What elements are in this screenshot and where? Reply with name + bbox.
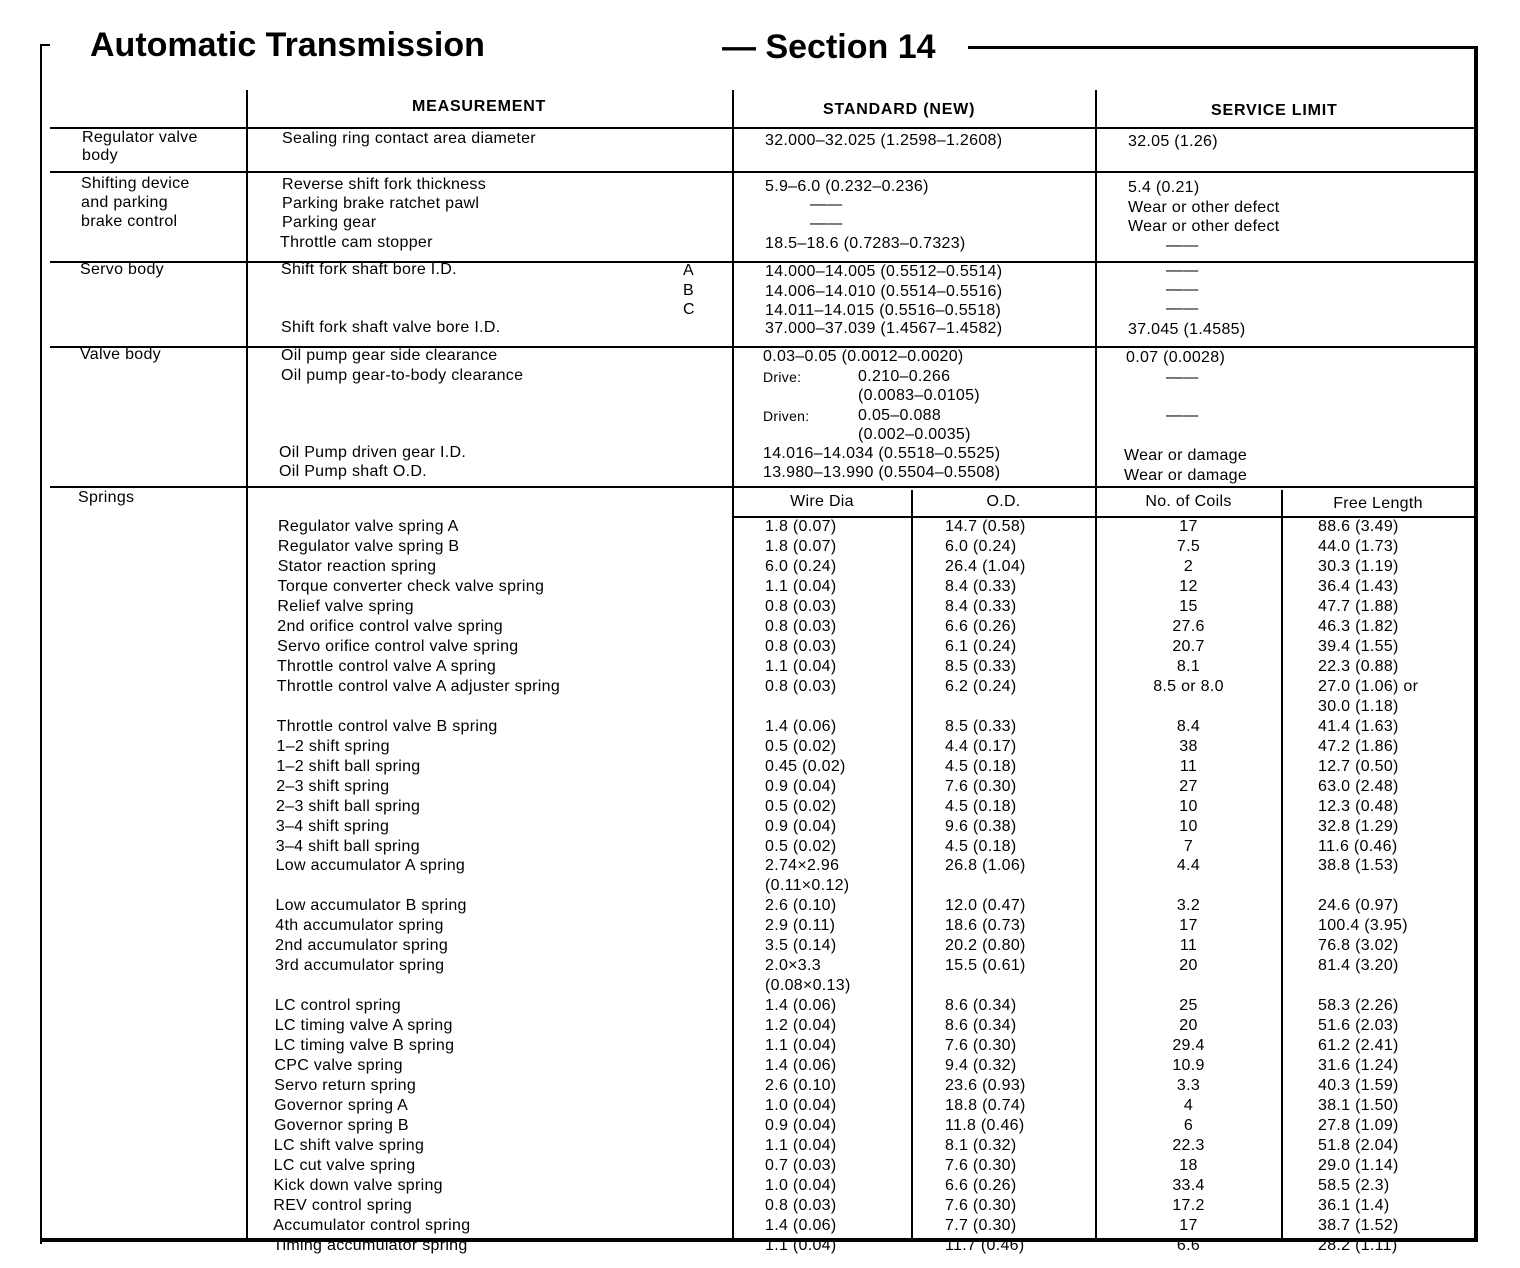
spring-od: 23.6 (0.93) — [945, 1077, 1026, 1095]
spring-coils: 3.2 — [1176, 897, 1201, 915]
spring-wire-dia: 0.7 (0.03) — [765, 1157, 837, 1175]
spring-name: Stator reaction spring — [277, 557, 437, 575]
spring-coils: 3.3 — [1176, 1077, 1201, 1095]
spring-od: 8.4 (0.33) — [945, 597, 1017, 615]
standard-value: 13.980–13.990 (0.5504–0.5508) — [763, 464, 1001, 481]
spring-wire-dia: 0.5 (0.02) — [765, 737, 837, 755]
spring-free-length: 76.8 (3.02) — [1318, 937, 1399, 955]
spring-od: 7.6 (0.30) — [945, 1196, 1017, 1214]
spring-free-length: 31.6 (1.24) — [1318, 1057, 1399, 1075]
spring-name: CPC valve spring — [274, 1057, 403, 1075]
spring-coils: 15 — [1179, 597, 1198, 615]
spring-free-length: 40.3 (1.59) — [1318, 1077, 1399, 1095]
measurement: Sealing ring contact area diameter — [282, 130, 536, 147]
spring-name: 2–3 shift ball spring — [276, 797, 421, 815]
spring-free-length: 27.0 (1.06) or — [1318, 677, 1419, 695]
spring-free-length: 11.6 (0.46) — [1318, 837, 1398, 855]
spring-name: Regulator valve spring A — [278, 518, 459, 535]
spring-od: 20.2 (0.80) — [945, 937, 1026, 955]
standard-value: —— — [810, 196, 843, 213]
drive-label: Drive: — [763, 369, 802, 385]
spring-coils: 20 — [1179, 1017, 1198, 1035]
spring-name: LC timing valve B spring — [274, 1037, 455, 1055]
spring-wire-dia: 1.1 (0.04) — [765, 1037, 837, 1055]
standard-value: 14.000–14.005 (0.5512–0.5514) — [765, 263, 1003, 280]
spring-name: Throttle control valve A spring — [276, 657, 497, 675]
spring-od: 26.8 (1.06) — [945, 857, 1026, 875]
col-header-standard: STANDARD (NEW) — [823, 101, 976, 118]
spring-wire-dia: 0.9 (0.04) — [765, 1117, 837, 1135]
sub-label: C — [683, 301, 695, 318]
spring-od: 7.6 (0.30) — [945, 1157, 1017, 1175]
spring-name: Low accumulator A spring — [275, 857, 466, 875]
spring-wire-dia: 0.9 (0.04) — [765, 817, 837, 835]
row-label: and parking — [81, 194, 168, 211]
limit-value: Wear or damage — [1124, 447, 1248, 464]
spring-name: LC control spring — [274, 997, 401, 1015]
spring-free-length: 51.8 (2.04) — [1318, 1137, 1399, 1155]
spring-od: 8.5 (0.33) — [945, 717, 1017, 735]
spring-od: 8.1 (0.32) — [945, 1137, 1017, 1155]
spring-wire-dia: 2.0×3.3 — [765, 957, 821, 975]
spring-name: 3rd accumulator spring — [275, 957, 445, 975]
spring-name: 1–2 shift spring — [276, 737, 390, 755]
measurement: Parking brake ratchet pawl — [282, 195, 480, 212]
spring-coils: 25 — [1179, 997, 1198, 1015]
spring-od: 11.7 (0.46) — [945, 1236, 1025, 1254]
spring-wire-dia: 0.8 (0.03) — [765, 597, 837, 615]
row-label: Valve body — [80, 346, 161, 363]
spring-od: 6.2 (0.24) — [945, 677, 1017, 695]
spring-wire-dia: 2.6 (0.10) — [765, 897, 837, 915]
standard-value: 0.210–0.266 — [858, 368, 951, 385]
measurement: Oil Pump driven gear I.D. — [279, 444, 467, 461]
spring-coils: 6 — [1183, 1117, 1194, 1135]
spring-wire-dia: 0.8 (0.03) — [765, 617, 837, 635]
limit-value: —— — [1166, 407, 1199, 424]
spring-od: 7.6 (0.30) — [945, 777, 1017, 795]
limit-value: 0.07 (0.0028) — [1126, 349, 1226, 366]
spring-od: 8.6 (0.34) — [945, 1017, 1017, 1035]
col-line-free — [1281, 490, 1283, 1240]
measurement: Oil Pump shaft O.D. — [279, 463, 427, 480]
spring-name: REV control spring — [273, 1196, 413, 1214]
spring-coils: 10 — [1179, 797, 1198, 815]
spring-wire-dia: 1.8 (0.07) — [765, 537, 837, 555]
spring-coils: 4 — [1183, 1097, 1194, 1115]
spring-name: Throttle control valve A adjuster spring — [276, 677, 561, 695]
spring-coils: 11 — [1179, 757, 1198, 775]
spring-wire-dia: 1.4 (0.06) — [765, 717, 837, 735]
frame-right — [1474, 46, 1478, 1242]
limit-value: Wear or damage — [1124, 467, 1248, 484]
spring-wire-dia: 1.1 (0.04) — [765, 1137, 837, 1155]
spring-wire-dia: 1.4 (0.06) — [765, 997, 837, 1015]
col-header-wire-dia: Wire Dia — [790, 493, 854, 510]
spring-od: 7.7 (0.30) — [945, 1216, 1017, 1234]
spring-od: 8.6 (0.34) — [945, 997, 1017, 1015]
spring-od: 6.1 (0.24) — [945, 637, 1017, 655]
spring-name: LC shift valve spring — [273, 1137, 425, 1155]
measurement: Reverse shift fork thickness — [282, 176, 487, 193]
spring-free-length: 24.6 (0.97) — [1318, 897, 1399, 915]
spring-coils: 27.6 — [1172, 617, 1205, 635]
spring-wire-dia: 1.2 (0.04) — [765, 1017, 837, 1035]
limit-value: Wear or other defect — [1128, 218, 1280, 235]
spring-wire-dia: 1.0 (0.04) — [765, 1177, 837, 1194]
spring-free-length: 51.6 (2.03) — [1318, 1017, 1399, 1035]
spring-name: LC cut valve spring — [273, 1157, 416, 1175]
spring-name: Timing accumulator spring — [273, 1236, 468, 1254]
standard-value: 5.9–6.0 (0.232–0.236) — [765, 178, 929, 195]
limit-value: —— — [1166, 262, 1199, 279]
spring-od: 4.5 (0.18) — [945, 797, 1017, 815]
standard-value: 32.000–32.025 (1.2598–1.2608) — [765, 132, 1003, 149]
spring-free-length: 41.4 (1.63) — [1318, 717, 1399, 735]
spring-od: 4.5 (0.18) — [945, 837, 1017, 855]
standard-value: 18.5–18.6 (0.7283–0.7323) — [765, 235, 966, 252]
spring-coils: 7.5 — [1176, 537, 1201, 555]
spring-wire-dia: 1.4 (0.06) — [765, 1216, 837, 1234]
spring-od: 11.8 (0.46) — [945, 1117, 1025, 1135]
spring-coils: 22.3 — [1172, 1137, 1205, 1155]
spring-name: Regulator valve spring B — [277, 537, 460, 555]
spring-od: 14.7 (0.58) — [945, 518, 1026, 535]
standard-value: 14.011–14.015 (0.5516–0.5518) — [765, 302, 1002, 319]
standard-value: 14.006–14.010 (0.5514–0.5516) — [765, 283, 1003, 300]
spring-name: Low accumulator B spring — [275, 897, 467, 915]
spring-coils: 7 — [1183, 837, 1194, 855]
spring-free-length: 28.2 (1.11) — [1318, 1236, 1398, 1254]
spring-wire-dia: 0.5 (0.02) — [765, 797, 837, 815]
spring-name: 2–3 shift spring — [276, 777, 390, 795]
spring-name: Servo orifice control valve spring — [277, 637, 519, 655]
spring-od: 26.4 (1.04) — [945, 557, 1026, 575]
spring-free-length: 32.8 (1.29) — [1318, 817, 1399, 835]
col-header-free-length: Free Length — [1333, 495, 1423, 512]
spring-free-length: 100.4 (3.95) — [1318, 917, 1408, 935]
measurement: Oil pump gear side clearance — [281, 347, 498, 364]
row-label: Shifting device — [81, 175, 190, 192]
limit-value: —— — [1166, 300, 1199, 317]
spring-wire-dia: 1.1 (0.04) — [765, 657, 837, 675]
spring-coils: 20 — [1179, 957, 1198, 975]
spring-name: Accumulator control spring — [273, 1216, 471, 1234]
header-divider — [50, 127, 1474, 129]
spring-coils: 12 — [1179, 577, 1198, 595]
spring-name: 3–4 shift ball spring — [275, 837, 420, 855]
col-header-od: O.D. — [986, 493, 1021, 510]
spring-free-length: 36.4 (1.43) — [1318, 577, 1399, 595]
spring-free-length: 63.0 (2.48) — [1318, 777, 1399, 795]
spring-free-length: 38.8 (1.53) — [1318, 857, 1399, 875]
spring-wire-dia: 0.5 (0.02) — [765, 837, 837, 855]
sub-label: B — [683, 282, 694, 299]
sub-label: A — [683, 262, 694, 279]
spring-od: 6.6 (0.26) — [945, 1177, 1017, 1194]
spring-wire-dia: 0.9 (0.04) — [765, 777, 837, 795]
spring-coils: 20.7 — [1172, 637, 1205, 655]
spring-wire-dia: 0.8 (0.03) — [765, 637, 837, 655]
spring-wire-dia: (0.11×0.12) — [765, 877, 850, 895]
spring-name: Kick down valve spring — [273, 1177, 443, 1194]
spring-free-length: 22.3 (0.88) — [1318, 657, 1399, 675]
spring-wire-dia: 2.74×2.96 — [765, 857, 840, 875]
spring-od: 6.0 (0.24) — [945, 537, 1017, 555]
spring-wire-dia: 1.4 (0.06) — [765, 1057, 837, 1075]
page-title: Automatic Transmission — [90, 26, 485, 64]
row-divider — [50, 486, 1474, 488]
spring-coils: 17 — [1179, 1216, 1198, 1234]
spring-free-length: 47.7 (1.88) — [1318, 597, 1399, 615]
spring-free-length: 39.4 (1.55) — [1318, 637, 1399, 655]
spring-name: Servo return spring — [274, 1077, 417, 1095]
limit-value: —— — [1166, 369, 1199, 386]
row-label: body — [82, 147, 118, 164]
limit-value: 5.4 (0.21) — [1128, 179, 1200, 196]
spring-coils: 17.2 — [1172, 1196, 1205, 1214]
row-label: Regulator valve — [82, 129, 198, 146]
standard-value: —— — [810, 215, 843, 232]
spring-od: 12.0 (0.47) — [945, 897, 1026, 915]
row-label: Servo body — [80, 261, 164, 278]
spring-name: LC timing valve A spring — [274, 1017, 453, 1035]
spring-free-length: 30.0 (1.18) — [1318, 697, 1399, 715]
spring-free-length: 27.8 (1.09) — [1318, 1117, 1399, 1135]
spring-free-length: 36.1 (1.4) — [1318, 1196, 1390, 1214]
spring-od: 8.4 (0.33) — [945, 577, 1017, 595]
spring-coils: 17 — [1179, 518, 1198, 535]
spring-wire-dia: 1.1 (0.04) — [765, 1236, 837, 1254]
spring-coils: 8.5 or 8.0 — [1153, 677, 1224, 695]
spring-wire-dia: 1.1 (0.04) — [765, 577, 837, 595]
spring-wire-dia: 1.0 (0.04) — [765, 1097, 837, 1115]
spring-coils: 33.4 — [1172, 1177, 1205, 1194]
spring-od: 7.6 (0.30) — [945, 1037, 1017, 1055]
spring-free-length: 38.1 (1.50) — [1318, 1097, 1399, 1115]
spring-coils: 29.4 — [1172, 1037, 1205, 1055]
standard-value: (0.0083–0.0105) — [858, 387, 980, 404]
spring-free-length: 12.7 (0.50) — [1318, 757, 1399, 775]
spring-coils: 10 — [1179, 817, 1198, 835]
spring-free-length: 38.7 (1.52) — [1318, 1216, 1399, 1234]
spring-wire-dia: 0.8 (0.03) — [765, 1196, 837, 1214]
limit-value: —— — [1166, 281, 1199, 298]
spring-coils: 18 — [1179, 1157, 1198, 1175]
col-line-od — [911, 490, 913, 1240]
spring-name: Relief valve spring — [277, 597, 414, 615]
spring-coils: 11 — [1179, 937, 1198, 955]
spring-coils: 8.1 — [1176, 657, 1201, 675]
spring-free-length: 30.3 (1.19) — [1318, 557, 1399, 575]
spring-wire-dia: 6.0 (0.24) — [765, 557, 837, 575]
spring-name: 2nd accumulator spring — [275, 937, 449, 955]
spring-od: 4.5 (0.18) — [945, 757, 1017, 775]
spring-od: 9.4 (0.32) — [945, 1057, 1017, 1075]
spring-coils: 17 — [1179, 917, 1198, 935]
spring-od: 18.8 (0.74) — [945, 1097, 1026, 1115]
measurement: Throttle cam stopper — [280, 234, 433, 251]
spring-name: 4th accumulator spring — [275, 917, 444, 935]
spring-free-length: 58.5 (2.3) — [1318, 1177, 1390, 1194]
spring-coils: 10.9 — [1172, 1057, 1205, 1075]
standard-value: 37.000–37.039 (1.4567–1.4582) — [765, 320, 1003, 337]
spring-od: 4.4 (0.17) — [945, 737, 1017, 755]
row-label: brake control — [81, 213, 178, 230]
spring-free-length: 12.3 (0.48) — [1318, 797, 1399, 815]
measurement: Oil pump gear-to-body clearance — [281, 367, 524, 384]
spring-wire-dia: 2.6 (0.10) — [765, 1077, 837, 1095]
col-header-service-limit: SERVICE LIMIT — [1211, 102, 1338, 119]
spring-name: 1–2 shift ball spring — [276, 757, 421, 775]
col-header-coils: No. of Coils — [1145, 493, 1232, 510]
frame-top-right — [968, 46, 1478, 49]
spring-free-length: 58.3 (2.26) — [1318, 997, 1399, 1015]
limit-value: 37.045 (1.4585) — [1128, 321, 1246, 338]
spring-name: Governor spring B — [273, 1117, 409, 1135]
standard-value: (0.002–0.0035) — [858, 426, 971, 443]
driven-label: Driven: — [763, 408, 810, 424]
measurement: Shift fork shaft valve bore I.D. — [281, 319, 501, 336]
spring-wire-dia: (0.08×0.13) — [765, 977, 851, 995]
spring-coils: 38 — [1179, 737, 1198, 755]
spring-wire-dia: 2.9 (0.11) — [765, 917, 836, 935]
spring-free-length: 46.3 (1.82) — [1318, 617, 1399, 635]
spring-free-length: 61.2 (2.41) — [1318, 1037, 1399, 1055]
measurement: Shift fork shaft bore I.D. — [281, 261, 457, 278]
spring-coils: 6.6 — [1176, 1236, 1201, 1254]
spring-name: Torque converter check valve spring — [277, 577, 545, 595]
measurement: Parking gear — [282, 214, 377, 231]
spring-free-length: 44.0 (1.73) — [1318, 537, 1399, 555]
limit-value: Wear or other defect — [1128, 199, 1280, 216]
spring-wire-dia: 0.45 (0.02) — [765, 757, 846, 775]
spring-name: 3–4 shift spring — [275, 817, 390, 835]
frame-left — [40, 44, 42, 1244]
spring-coils: 4.4 — [1176, 857, 1201, 875]
limit-value: 32.05 (1.26) — [1128, 133, 1218, 150]
spring-free-length: 81.4 (3.20) — [1318, 957, 1399, 975]
row-divider — [50, 171, 1474, 173]
spring-wire-dia: 3.5 (0.14) — [765, 937, 837, 955]
spring-free-length: 29.0 (1.14) — [1318, 1157, 1399, 1175]
standard-value: 14.016–14.034 (0.5518–0.5525) — [763, 445, 1001, 462]
spring-free-length: 88.6 (3.49) — [1318, 518, 1399, 535]
spring-od: 8.5 (0.33) — [945, 657, 1017, 675]
row-divider — [50, 261, 1474, 263]
spring-coils: 8.4 — [1176, 717, 1201, 735]
spring-od: 18.6 (0.73) — [945, 917, 1026, 935]
col-header-measurement: MEASUREMENT — [412, 98, 547, 115]
row-divider — [50, 346, 1474, 348]
spring-free-length: 47.2 (1.86) — [1318, 737, 1399, 755]
spring-name: 2nd orifice control valve spring — [277, 617, 503, 635]
limit-value: —— — [1166, 237, 1199, 254]
spring-od: 15.5 (0.61) — [945, 957, 1026, 975]
spring-coils: 27 — [1179, 777, 1198, 795]
row-label: Springs — [78, 489, 135, 506]
standard-value: 0.05–0.088 — [858, 407, 942, 424]
spring-wire-dia: 1.8 (0.07) — [765, 518, 837, 535]
spring-name: Governor spring A — [274, 1097, 409, 1115]
standard-value: 0.03–0.05 (0.0012–0.0020) — [763, 348, 964, 365]
spring-wire-dia: 0.8 (0.03) — [765, 677, 837, 695]
spring-name: Throttle control valve B spring — [276, 717, 498, 735]
spring-coils: 2 — [1183, 557, 1194, 575]
section-title: — Section 14 — [722, 28, 936, 66]
spring-od: 6.6 (0.26) — [945, 617, 1017, 635]
spring-od: 9.6 (0.38) — [945, 817, 1017, 835]
